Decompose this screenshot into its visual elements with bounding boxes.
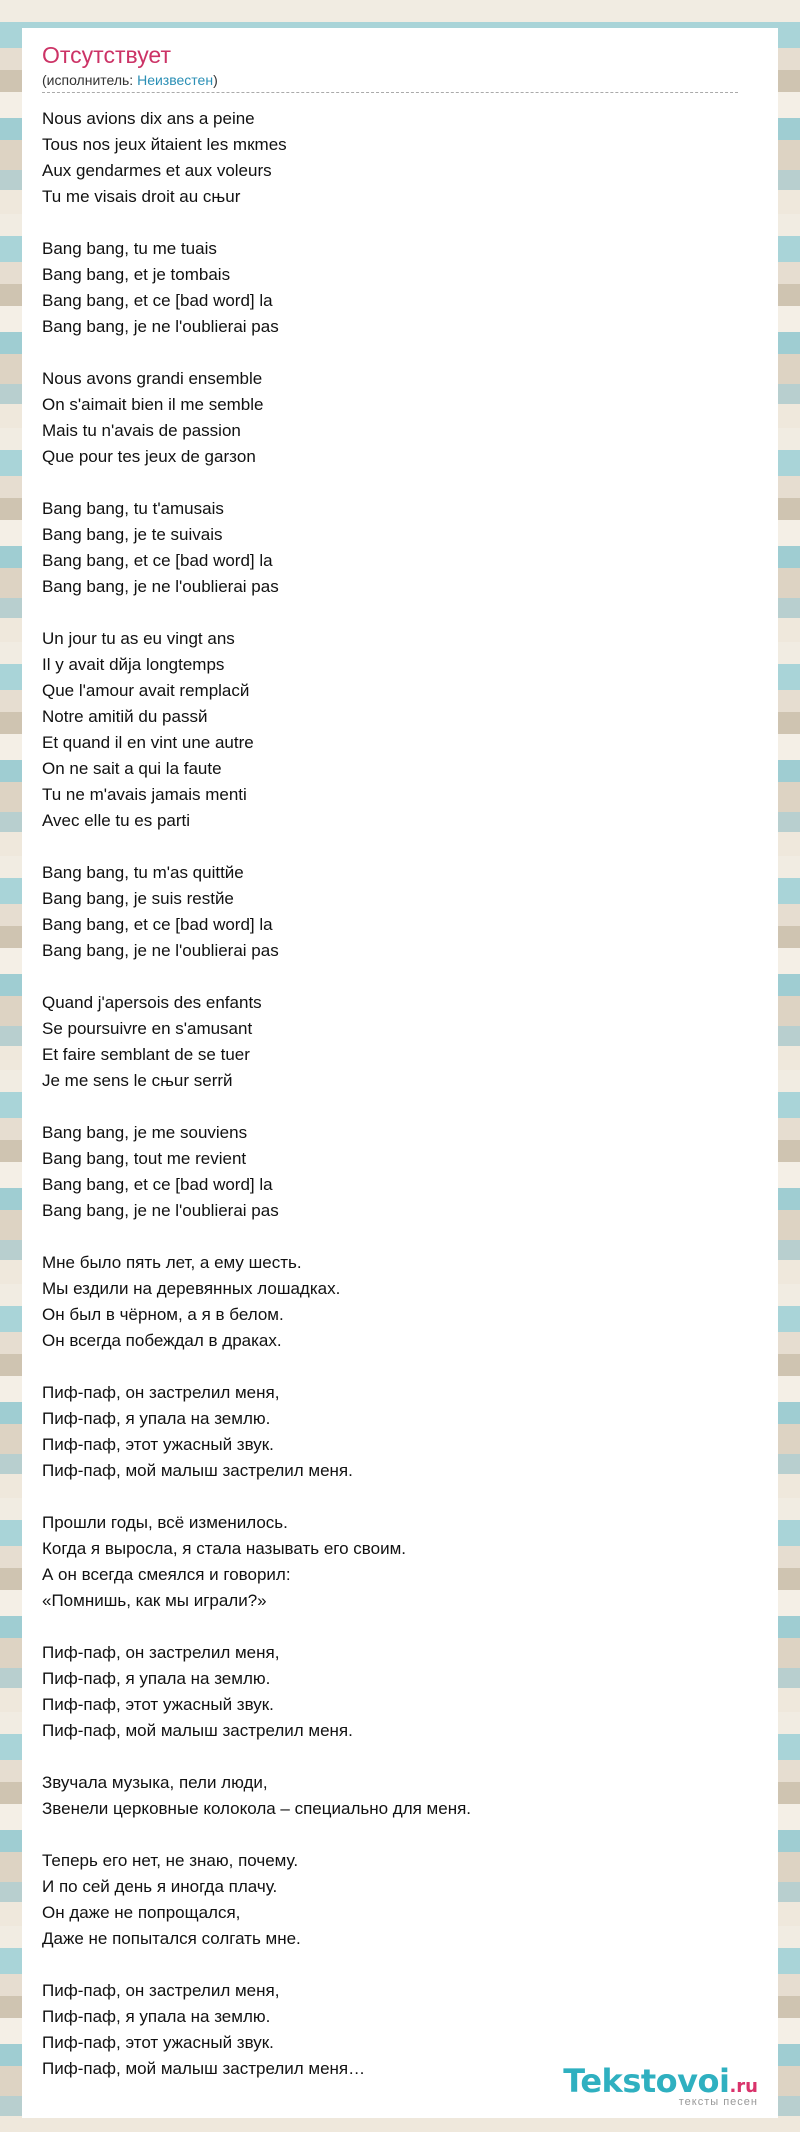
- lyrics-line: Даже не попытался солгать мне.: [42, 1929, 301, 1948]
- lyrics-line: Он был в чёрном, а я в белом.: [42, 1305, 284, 1324]
- lyrics-line: Notre amitiй du passй: [42, 707, 208, 726]
- lyrics-line: Bang bang, et je tombais: [42, 265, 231, 284]
- lyrics-line: Пиф-паф, я упала на землю.: [42, 1669, 271, 1688]
- lyrics-stanza: [42, 1380, 742, 1484]
- lyrics-line: Bang bang, tu t'amusais: [42, 499, 224, 518]
- lyrics-line: Aux gendarmes et aux voleurs: [42, 161, 272, 180]
- lyrics-stanza: [42, 496, 742, 600]
- lyrics-line: Звучала музыка, пели люди,: [42, 1773, 268, 1792]
- lyrics-line: Bang bang, je me souviens: [42, 1123, 248, 1142]
- lyrics-line: Мне было пять лет, а ему шесть.: [42, 1253, 302, 1272]
- lyrics-line: Пиф-паф, этот ужасный звук.: [42, 2033, 274, 2052]
- lyrics-line: Пиф-паф, этот ужасный звук.: [42, 1695, 274, 1714]
- lyrics-stanza: [42, 1770, 742, 1822]
- performer-prefix: (исполнитель:: [42, 72, 138, 88]
- lyrics-line: Bang bang, et ce [bad word] la: [42, 1175, 273, 1194]
- lyrics-line: Tous nos jeux йtaient les mкmes: [42, 135, 287, 154]
- lyrics-line: Мы ездили на деревянных лошадках.: [42, 1279, 341, 1298]
- lyrics-line: Пиф-паф, мой малыш застрелил меня.: [42, 1461, 353, 1480]
- site-logo[interactable]: [563, 2062, 758, 2108]
- lyrics-line: Он всегда побеждал в драках.: [42, 1331, 282, 1350]
- lyrics-line: И по сей день я иногда плачу.: [42, 1877, 278, 1896]
- lyrics-line: On s'aimait bien il me semble: [42, 395, 264, 414]
- lyrics-line: Bang bang, je te suivais: [42, 525, 223, 544]
- lyrics-line: Bang bang, je ne l'oublierai pas: [42, 941, 279, 960]
- lyrics-line: Un jour tu as eu vingt ans: [42, 629, 235, 648]
- performer-link[interactable]: Неизвестен: [137, 72, 214, 88]
- lyrics-line: Он даже не попрощался,: [42, 1903, 241, 1922]
- logo-tagline: тексты песен: [678, 2096, 758, 2108]
- logo-tld: .ru: [729, 2076, 758, 2097]
- lyrics-line: «Помнишь, как мы играли?»: [42, 1591, 267, 1610]
- lyrics-line: Теперь его нет, не знаю, почему.: [42, 1851, 299, 1870]
- lyrics-stanza: [42, 106, 742, 210]
- lyrics-line: Bang bang, et ce [bad word] la: [42, 915, 273, 934]
- lyrics-stanza: [42, 1250, 742, 1354]
- lyrics-line: Bang bang, tout me revient: [42, 1149, 247, 1168]
- lyrics-line: А он всегда смеялся и говорил:: [42, 1565, 291, 1584]
- lyrics-line: Пиф-паф, этот ужасный звук.: [42, 1435, 274, 1454]
- logo-brand: Tekstovoi: [563, 2062, 730, 2100]
- lyrics-stanza: [42, 1640, 742, 1744]
- lyrics-stanza: [42, 990, 742, 1094]
- lyrics-line: Je me sens le cњur serrй: [42, 1071, 233, 1090]
- lyrics-line: Пиф-паф, мой малыш застрелил меня.: [42, 1721, 353, 1740]
- lyrics-line: Пиф-паф, он застрелил меня,: [42, 1981, 280, 2000]
- lyrics-line: Tu ne m'avais jamais menti: [42, 785, 247, 804]
- lyrics-stanza: [42, 626, 742, 834]
- performer-suffix: ): [213, 72, 218, 88]
- lyrics-line: Et quand il en vint une autre: [42, 733, 254, 752]
- lyrics-stanza: [42, 860, 742, 964]
- lyrics-line: Пиф-паф, мой малыш застрелил меня…: [42, 2059, 366, 2078]
- lyrics-line: Когда я выросла, я стала называть его своим.: [42, 1539, 406, 1558]
- lyrics-line: Quand j'apersois des enfants: [42, 993, 262, 1012]
- song-title: Отсутствует: [42, 42, 171, 68]
- lyrics-line: Mais tu n'avais de passion: [42, 421, 241, 440]
- lyrics-line: Il y avait dйja longtemps: [42, 655, 225, 674]
- lyrics-stanza: [42, 236, 742, 340]
- lyrics-line: On ne sait a qui la faute: [42, 759, 222, 778]
- lyrics-line: Пиф-паф, он застрелил меня,: [42, 1383, 280, 1402]
- lyrics-stanza: [42, 1120, 742, 1224]
- lyrics-line: Nous avons grandi ensemble: [42, 369, 263, 388]
- lyrics-line: Bang bang, et ce [bad word] la: [42, 291, 273, 310]
- lyrics-line: Que pour tes jeux de garзon: [42, 447, 256, 466]
- lyrics-line: Nous avions dix ans a peine: [42, 109, 255, 128]
- lyrics-line: Пиф-паф, я упала на землю.: [42, 2007, 271, 2026]
- lyrics-stanza: [42, 1848, 742, 1952]
- lyrics-card: [22, 28, 778, 2118]
- lyrics-line: Et faire semblant de se tuer: [42, 1045, 250, 1064]
- lyrics-stanza: [42, 366, 742, 470]
- lyrics-line: Звенели церковные колокола – специально для меня.: [42, 1799, 472, 1818]
- lyrics-line: Bang bang, je suis restйe: [42, 889, 234, 908]
- title-divider: [42, 92, 738, 93]
- lyrics-line: Bang bang, et ce [bad word] la: [42, 551, 273, 570]
- lyrics-text: [42, 106, 742, 2108]
- lyrics-line: Avec elle tu es parti: [42, 811, 191, 830]
- lyrics-line: Пиф-паф, он застрелил меня,: [42, 1643, 280, 1662]
- lyrics-stanza: [42, 1510, 742, 1614]
- lyrics-line: Bang bang, je ne l'oublierai pas: [42, 317, 279, 336]
- lyrics-line: Bang bang, tu me tuais: [42, 239, 217, 258]
- lyrics-line: Que l'amour avait remplacй: [42, 681, 250, 700]
- lyrics-line: Bang bang, je ne l'oublierai pas: [42, 577, 279, 596]
- lyrics-line: Se poursuivre en s'amusant: [42, 1019, 253, 1038]
- performer-line: [42, 72, 218, 88]
- lyrics-line: Bang bang, je ne l'oublierai pas: [42, 1201, 279, 1220]
- lyrics-line: Прошли годы, всё изменилось.: [42, 1513, 288, 1532]
- lyrics-line: Пиф-паф, я упала на землю.: [42, 1409, 271, 1428]
- lyrics-line: Bang bang, tu m'as quittйe: [42, 863, 244, 882]
- lyrics-line: Tu me visais droit au cњur: [42, 187, 241, 206]
